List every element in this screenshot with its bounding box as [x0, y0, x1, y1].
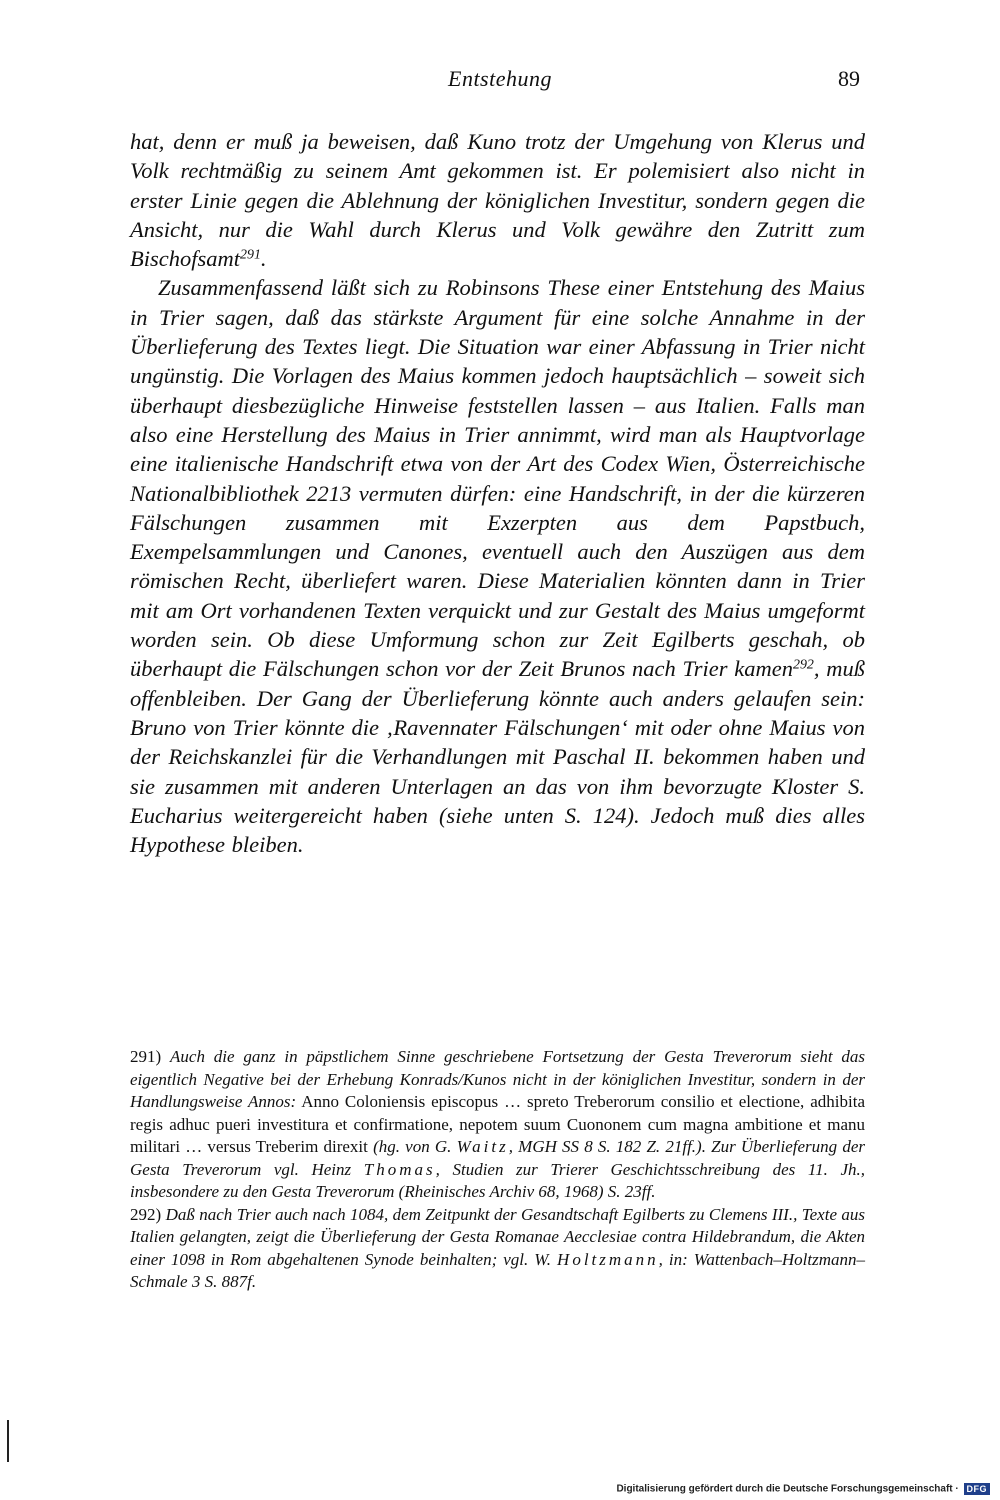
- footnote-291-italic-2: (hg. von G.: [373, 1137, 452, 1156]
- footnote-291: [130, 1046, 865, 1204]
- footnote-291-latin-quote: Anno Coloniensis episcopus … spreto Treberorum consilio et electione, adhibita regis adhuc pueri investitura et confirmatione, nepotem suum Cuononem cum magna ambitione et manu militari … versus Treberim direxit: [130, 1092, 866, 1156]
- footnote-292-italic-2: , in: Wattenbach–Holtzmann–Schmale 3 S. 887f.: [130, 1249, 866, 1291]
- footnote-291-number: 291): [130, 1047, 162, 1066]
- footnote-ref-292: 292: [792, 657, 814, 673]
- page-number: 89: [838, 66, 860, 91]
- paragraph-2: [130, 273, 865, 859]
- paragraph-1-text: hat, denn er muß ja beweisen, daß Kuno trotz der Umgehung von Klerus und Volk rechtmäßig zu seinem Amt gekommen ist. Er polemisiert also nicht in erster Linie gegen die Ablehnung der königlichen Investitur, sondern gegen die Ansicht, nur die Wahl durch Klerus und Volk gewähre den Zutritt zum Bischofsamt: [130, 129, 865, 272]
- footnote-292-number: 292): [130, 1204, 162, 1224]
- footnote-292: [130, 1204, 865, 1294]
- dfg-funding-text: Digitalisierung gefördert durch die Deutsche Forschungsgemeinschaft ·: [616, 1483, 959, 1495]
- dfg-logo: DFG: [964, 1483, 991, 1495]
- footnotes: [130, 1046, 865, 1294]
- footnote-291-italic-3: , MGH SS 8 S. 182 Z. 21ff.). Zur Überlieferung der Gesta Treverorum vgl. Heinz: [130, 1137, 866, 1179]
- paragraph-2-text-a: Zusammenfassend läßt sich zu Robinsons These einer Entstehung des Maius in Trier sagen, daß das stärkste Argument für eine solche Annahme in der Überlieferung des Textes liegt. Die Situation war einer Abfassung in Trier nicht ungünstig. Die Vorlagen des Maius kommen jedoch hauptsächlich – soweit sich überhaupt diesbezügliche Hinweise feststellen lassen – aus Italien. Falls man also eine Herstellung des Maius in Trier annimmt, wird man als Hauptvorlage eine italienische Handschrift etwa von der Art des Codex Wien, Österreichische Nationalbibliothek 2213 vermuten dürfen: eine Handschrift, in der die kürzeren Fälschungen zusammen mit Exzerpten aus dem Papstbuch, Exempelsammlungen und Canones, eventuell auch den Auszügen aus dem römischen Recht, überliefert waren. Diese Materialien könnten dann in Trier mit am Ort vorhandenen Texten verquickt und zur Gestalt des Maius umgeformt worden sein. Ob diese Umformung schon zur Zeit Egilberts geschah, ob überhaupt die Fälschungen schon vor der Zeit Brunos nach Trier kamen: [130, 275, 865, 682]
- paragraph-1: [130, 127, 865, 273]
- running-title: Entstehung: [448, 66, 552, 91]
- footnote-ref-291: 291: [240, 247, 261, 263]
- footnote-291-author-thomas: Thomas: [363, 1159, 436, 1179]
- footnote-291-italic-4: , Studien zur Trierer Geschichtsschreibung des 11. Jh., insbesondere zu den Gesta Treverorum (Rheinisches Archiv 68, 1968) S. 23ff.: [130, 1159, 866, 1201]
- footnote-292-author-holtzmann: Holtzmann: [557, 1249, 659, 1269]
- footnote-291-italic-1: Auch die ganz in päpstlichem Sinne geschriebene Fortsetzung der Gesta Treverorum sieht das eigentlich Negative bei der Erhebung Konrads/Kunos nicht in der königlichen Investitur, sondern in der Handlungsweise Annos:: [130, 1047, 865, 1111]
- paragraph-1-end: .: [260, 246, 267, 272]
- main-text: [130, 127, 865, 859]
- dfg-funding-banner: [0, 1483, 1000, 1495]
- footnote-291-author-waitz: Waitz: [456, 1137, 509, 1156]
- footnote-292-italic-1: Daß nach Trier auch nach 1084, dem Zeitpunkt der Gesandtschaft Egilberts zu Clemens III., Texte aus Italien gelangten, zeigt die Überlieferung der Gesta Romanae Aecclesiae contra Hildebrandum, die Akten einer 1098 in Rom abgehaltenen Synode beinhalten; vgl. W.: [130, 1204, 866, 1269]
- scan-edge-mark: [7, 1420, 9, 1462]
- paragraph-2-text-b: , muß offenbleiben. Der Gang der Überlieferung könnte auch anders gelaufen sein: Bruno von Trier könnte die ‚Ravennater Fälschungen‘ mit oder ohne Maius von der Reichskanzlei für die Verhandlungen mit Paschal II. bekommen haben und sie zusammen mit anderen Unterlagen an das von ihm bevorzugte Kloster S. Eucharius weitergereicht haben (siehe unten S. 124). Jedoch muß dies alles Hypothese bleiben.: [130, 656, 865, 858]
